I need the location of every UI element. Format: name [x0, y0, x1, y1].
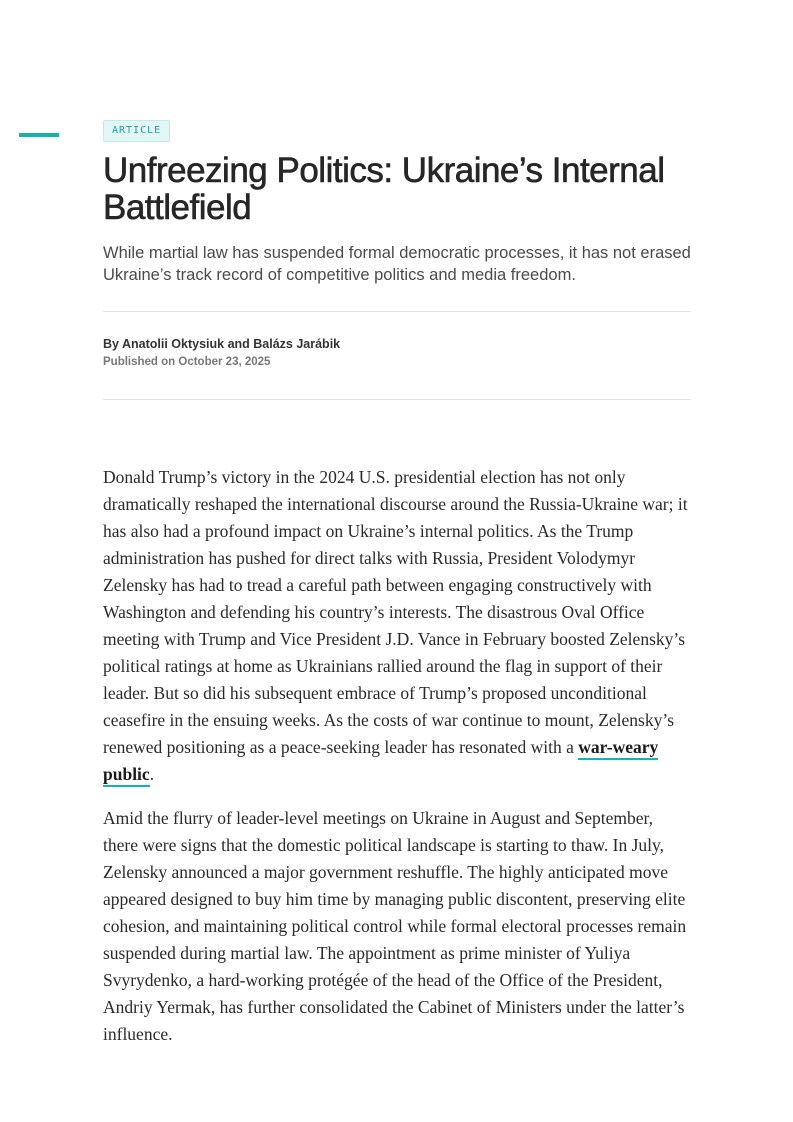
paragraph-text: Donald Trump’s victory in the 2024 U.S. presidential election has not only dramatically reshaped the international discourse around the Russia-Ukraine war; it has also had a profound impact on Ukraine’s internal politics. As the Trump administration has pushed for direct talks with Russia, President Volodymyr Zelensky has had to tread a careful path between engaging constructively with Washington and defending his country’s interests. The disastrous Oval Office meeting with Trump and Vice President J.D. Vance in February boosted Zelensky’s political ratings at home as Ukrainians rallied around the flag in support of their leader. But so did his subsequent embrace of Trump’s proposed unconditional ceasefire in the ensuing weeks. As the costs of war continue to mount, Zelensky’s renewed positioning as a peace-seeking leader has resonated with a [103, 467, 688, 757]
divider [103, 399, 691, 400]
article-summary: While martial law has suspended formal democratic processes, it has not erased Ukraine’s track record of competitive politics and media freedom. [103, 244, 691, 284]
divider [103, 311, 691, 312]
paragraph [103, 464, 691, 788]
page-title: Unfreezing Politics: Ukraine’s Internal Battlefield [103, 151, 665, 227]
article [103, 120, 691, 1065]
war-weary-public-link[interactable]: war-weary public [103, 737, 658, 787]
publish-date: Published on October 23, 2025 [103, 356, 271, 368]
accent-bar [19, 133, 59, 137]
paragraph-end: . [149, 764, 155, 784]
paragraph: Amid the flurry of leader-level meetings on Ukraine in August and September, there were signs that the domestic political landscape is starting to thaw. In July, Zelensky announced a major government reshuffle. The highly anticipated move appeared designed to buy him time by managing public discontent, preserving elite cohesion, and maintaining political control while formal electoral processes remain suspended during martial law. The appointment as prime minister of Yuliya Svyrydenko, a hard-working protégée of the head of the Office of the President, Andriy Yermak, has further consolidated the Cabinet of Ministers under the latter’s influence. [103, 808, 687, 1044]
byline: By Anatolii Oktysiuk and Balázs Jarábik [103, 337, 341, 351]
article-type-badge: ARTICLE [103, 120, 170, 142]
article-body [103, 464, 691, 1048]
